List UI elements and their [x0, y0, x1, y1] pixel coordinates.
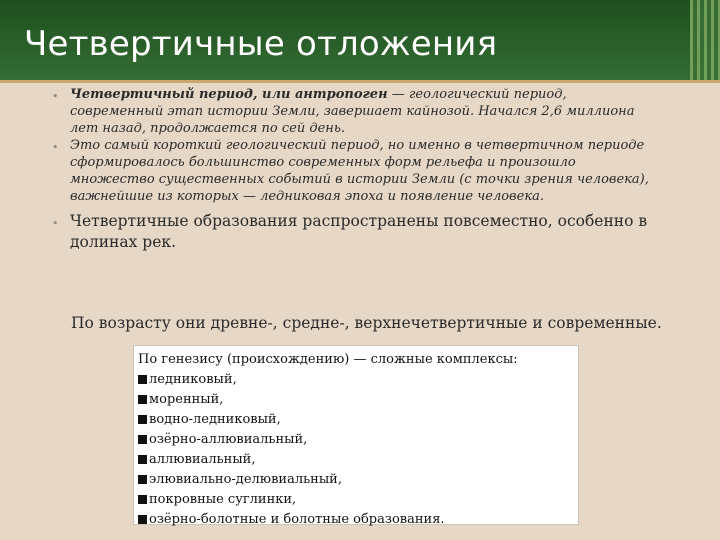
square-bullet-icon [138, 435, 147, 444]
genesis-item [138, 370, 578, 390]
genesis-box [133, 345, 579, 525]
genesis-item-text: озёрно-аллювиальный, [149, 432, 308, 447]
square-bullet-icon [138, 455, 147, 464]
square-bullet-icon [138, 415, 147, 424]
slide-title: Четвертичные отложения [24, 24, 498, 64]
genesis-item-text: покровные суглинки, [149, 492, 297, 507]
square-bullet-icon [138, 495, 147, 504]
genesis-item-text: моренный, [149, 392, 224, 407]
genesis-item [138, 470, 578, 490]
genesis-item [138, 490, 578, 510]
genesis-item [138, 430, 578, 450]
bullet-item-1 [52, 86, 662, 137]
bullet-list [52, 86, 662, 253]
bullet-term: Четвертичный период, или антропоген [70, 87, 388, 102]
accent-line [0, 80, 720, 83]
bullet-text: — геологический период, современный этап истории Земли, завершает кайнозой. Начался 2,6 миллиона лет назад, продолжается по сей день. [70, 87, 635, 136]
genesis-heading: По генезису (происхождению) — сложные комплексы: [138, 352, 518, 367]
genesis-item-text: ледниковый, [149, 372, 237, 387]
genesis-item [138, 450, 578, 470]
bullet-item-2 [52, 137, 662, 205]
title-bar [0, 0, 720, 80]
bullet-dot-icon: • [52, 90, 59, 103]
genesis-item-text: водно-ледниковый, [149, 412, 281, 427]
square-bullet-icon [138, 375, 147, 384]
genesis-item [138, 410, 578, 430]
age-paragraph: По возрасту они древне-, средне-, верхнечетвертичные и современные. [71, 314, 662, 332]
square-bullet-icon [138, 395, 147, 404]
genesis-item [138, 510, 578, 530]
bullet-text: Четвертичные образования распространены повсеместно, особенно в долинах рек. [70, 212, 648, 251]
genesis-item-text: аллювиальный, [149, 452, 256, 467]
genesis-item-text: элювиально-делювиальный, [149, 472, 342, 487]
bullet-dot-icon: • [52, 141, 59, 154]
genesis-item-text: озёрно-болотные и болотные образования. [149, 512, 445, 527]
bullet-text: Это самый короткий геологический период, но именно в четвертичном периоде сформировалось большинство современных форм рельефа и произошло множество существенных событий в истории Земли (с точки зрения человека), важнейшие из которых — ледниковая эпоха и появление человека. [70, 138, 649, 204]
square-bullet-icon [138, 515, 147, 524]
bullet-item-3 [52, 211, 662, 253]
bullet-dot-icon: • [52, 217, 59, 230]
genesis-item [138, 390, 578, 410]
title-bar-stripes [690, 0, 720, 80]
square-bullet-icon [138, 475, 147, 484]
